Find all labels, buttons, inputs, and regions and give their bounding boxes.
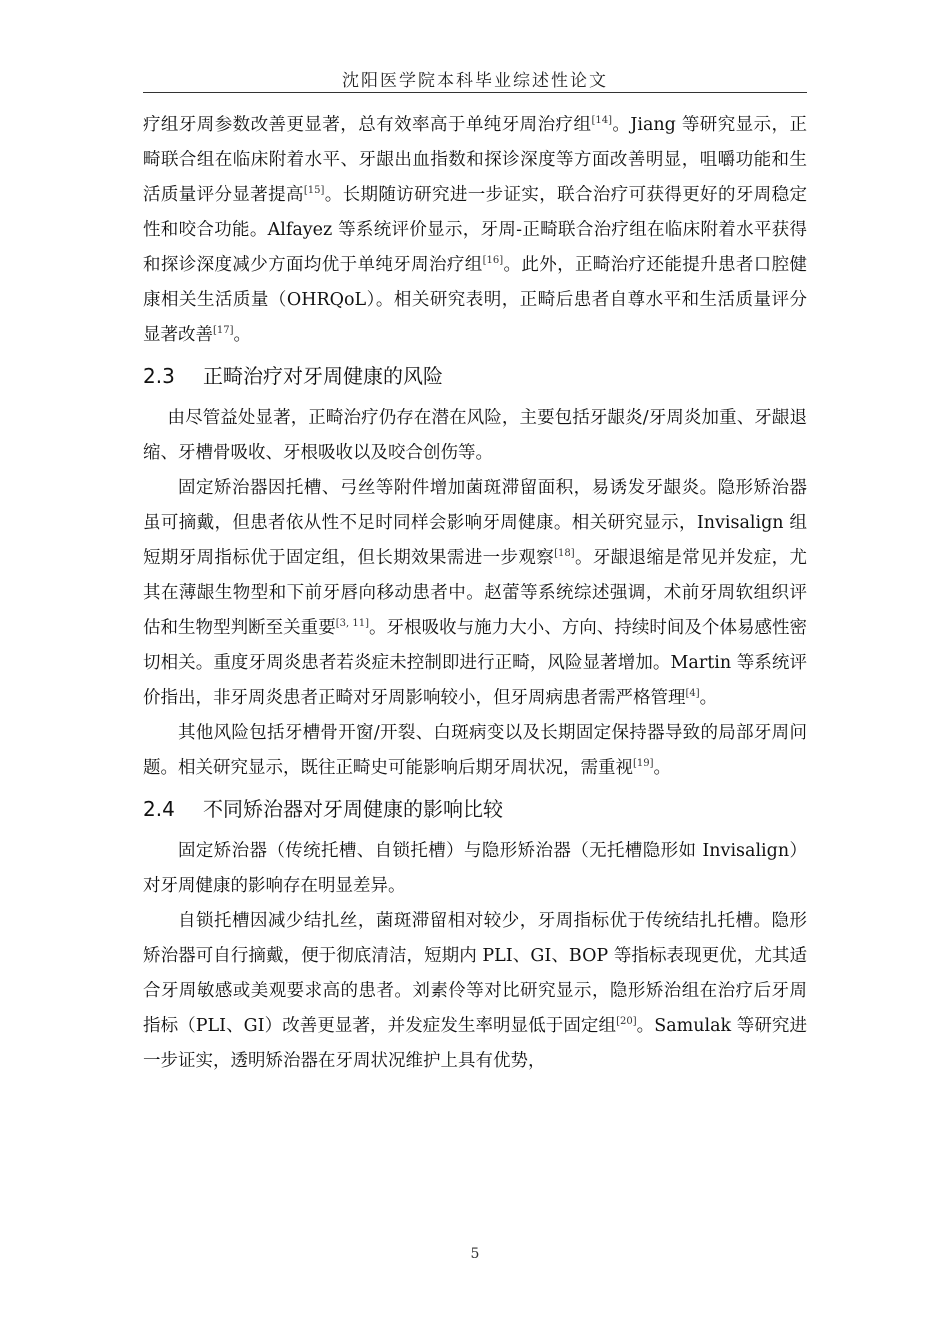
citation: [18] [554, 548, 575, 559]
section-title: 不同矫治器对牙周健康的影响比较 [203, 797, 503, 821]
paragraph: 固定矫治器因托槽、弓丝等附件增加菌斑滞留面积，易诱发牙龈炎。隐形矫治器虽可摘戴，但患者依从性不足时同样会影响牙周健康。相关研究显示，Invisalign 组短期牙周指标优于固定组，但长期效果需进一步观察[18]。牙龈退缩是常见并发症，尤其在薄龈生物型和下前牙唇向移动患者中。赵蕾等系统综述强调，术前牙周软组织评估和生物型判断至关重要[3, 11]。牙根吸收与施力大小、方向、持续时间及个体易感性密切相关。重度牙周炎患者若炎症未控制即进行正畸，风险显著增加。Martin 等系统评价指出，非牙周炎患者正畸对牙周影响较小，但牙周病患者需严格管理[4]。 [143, 478, 808, 708]
citation: [17] [213, 325, 234, 336]
paragraph: 由尽管益处显著，正畸治疗仍存在潜在风险，主要包括牙龈炎/牙周炎加重、牙龈退缩、牙槽骨吸收、牙根吸收以及咬合创伤等。 [143, 408, 807, 463]
section-heading-2-3 [143, 353, 807, 401]
paragraph: 固定矫治器（传统托槽、自锁托槽）与隐形矫治器（无托槽隐形如 Invisalign）对牙周健康的影响存在明显差异。 [143, 841, 807, 896]
citation: [19] [633, 758, 654, 769]
section-number: 2.3 [143, 364, 175, 388]
citation: [15] [303, 185, 325, 196]
paragraph: 其他风险包括牙槽骨开窗/开裂、白斑病变以及长期固定保持器导致的局部牙周问题。相关研究显示，既往正畸史可能影响后期牙周状况，需重视[19]。 [143, 723, 807, 778]
section-heading-2-4 [143, 786, 807, 834]
citation: [3, 11] [335, 618, 370, 629]
page-content [143, 108, 807, 1079]
citation: [20] [616, 1016, 637, 1027]
section-title: 正畸治疗对牙周健康的风险 [203, 364, 443, 388]
header-rule [143, 92, 807, 93]
citation: [16] [482, 255, 504, 266]
paragraph-continued: 疗组牙周参数改善更显著，总有效率高于单纯牙周治疗组[14]。Jiang 等研究显示，正畸联合组在临床附着水平、牙龈出血指数和探诊深度等方面改善明显，咀嚼功能和生活质量评分显著提高[15]。长期随访研究进一步证实，联合治疗可获得更好的牙周稳定性和咬合功能。Alfayez 等系统评价显示，牙周-正畸联合治疗组在临床附着水平获得和探诊深度减少方面均优于单纯牙周治疗组[16]。此外，正畸治疗还能提升患者口腔健康相关生活质量（OHRQoL）。相关研究表明，正畸后患者自尊水平和生活质量评分显著改善[17]。 [143, 115, 808, 345]
paragraph: 自锁托槽因减少结扎丝，菌斑滞留相对较少，牙周指标优于传统结扎托槽。隐形矫治器可自行摘戴，便于彻底清洁，短期内 PLI、GI、BOP 等指标表现更优，尤其适合牙周敏感或美观要求高的患者。刘素伶等对比研究显示，隐形矫治组在治疗后牙周指标（PLI、GI）改善更显著，并发症发生率明显低于固定组[20]。Samulak 等研究进一步证实，透明矫治器在牙周状况维护上具有优势， [143, 911, 808, 1071]
citation: [4] [685, 688, 700, 699]
section-number: 2.4 [143, 797, 175, 821]
page-number: 5 [470, 1246, 480, 1262]
citation: [14] [591, 115, 612, 126]
running-header: 沈阳医学院本科毕业综述性论文 [342, 71, 608, 91]
